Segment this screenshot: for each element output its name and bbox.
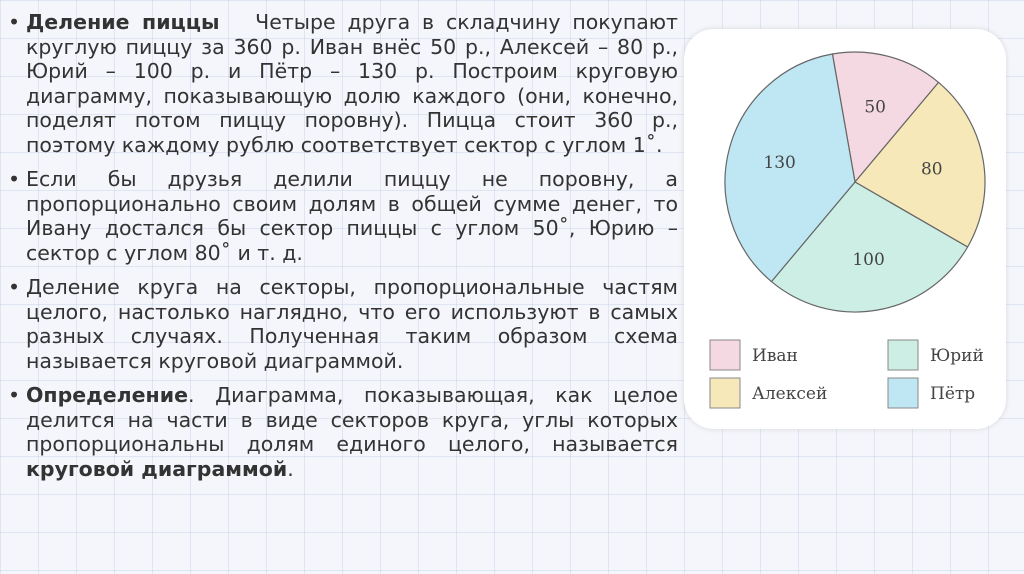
legend-label: Юрий [930,346,984,366]
bullet-title: Деление пиццы [26,10,220,34]
pie-slice-label: 80 [920,159,943,180]
definition-bold: круговой диаграммой [26,456,288,481]
pie-slice-label: 50 [864,97,887,118]
legend-swatch [888,378,918,408]
bullet-body: Если бы друзья делили пиццу не поровну, а пропорционально своим долям в общей сумме денег, то Ивану достался бы сектор пиццы с углом 50˚, Юрию – сектор с углом 80˚ и т. д. [26,167,678,265]
bullet-body: Деление круга на секторы, пропорциональные частям целого, настолько наглядно, что его используют в самых разных случаях. Полученная таким образом схема называется круговой диаграммой. [26,275,678,373]
legend-label: Пётр [930,384,976,404]
slide-text [6,10,678,491]
pie-chart [684,29,1006,429]
definition-term: Определение [26,383,188,407]
legend-swatch [888,340,918,370]
legend-swatch [710,378,740,408]
bullet-definition [6,383,678,481]
pie-slice-label: 130 [763,152,796,173]
bullet-sectors [6,275,678,373]
legend-label: Иван [752,346,798,366]
chart-card [684,29,1006,429]
pie-slice-label: 100 [852,249,885,270]
definition-dot: . [287,456,294,481]
bullet-body: Четыре друга в складчину покупают круглую пиццу за 360 р. Иван внёс 50 р., Алексей – 80 р., Юрий – 100 р. и Пётр – 130 р. Построим круговую диаграмму, показывающую долю каждого (они, конечно, поделят потом пиццу поровну). Пицца стоит 360 р., поэтому каждому рублю соответствует сектор с углом 1˚. [26,10,678,157]
bullet-proportional [6,167,678,265]
definition-body: . Диаграмма, показывающая, как целое делится на части в виде секторов круга, углы которых пропорциональны долям единого целого, называется [26,383,678,456]
legend-label: Алексей [752,384,828,404]
bullet-pizza-division [6,10,678,157]
legend-swatch [710,340,740,370]
